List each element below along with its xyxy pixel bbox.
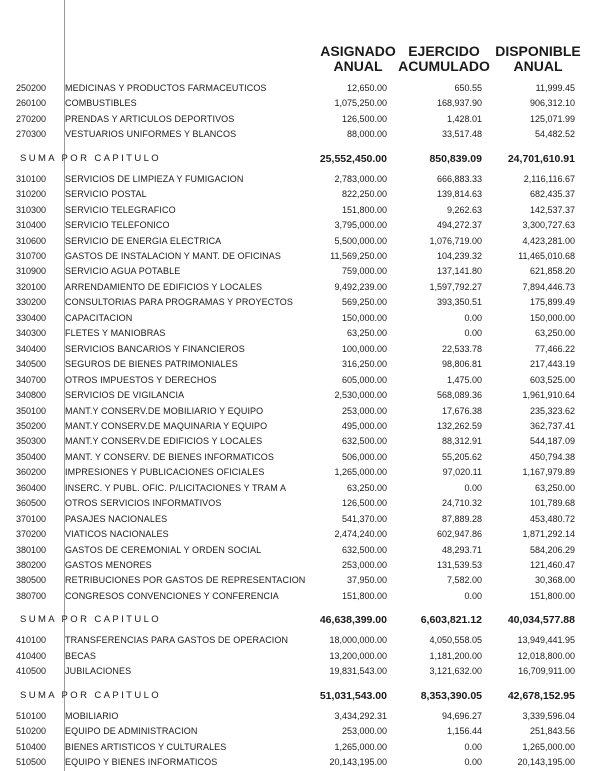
table-row bbox=[0, 404, 600, 418]
asignado-value: 9,492,239.00 bbox=[334, 282, 387, 292]
asignado-value: 25,552,450.00 bbox=[319, 153, 387, 165]
disponible-value: 20,143,195.00 bbox=[517, 757, 575, 767]
ejercido-value: 6,603,821.12 bbox=[420, 614, 482, 626]
ejercido-value: 33,517.48 bbox=[441, 129, 482, 139]
ejercido-value: 88,312.91 bbox=[441, 436, 482, 446]
asignado-value: 18,000,000.00 bbox=[329, 635, 387, 645]
ejercido-value: 1,475.00 bbox=[446, 375, 482, 385]
table-row bbox=[0, 740, 600, 754]
disponible-value: 151,800.00 bbox=[529, 591, 575, 601]
asignado-value: 1,265,000.00 bbox=[334, 467, 387, 477]
table-row bbox=[0, 388, 600, 402]
asignado-value: 2,530,000.00 bbox=[334, 390, 387, 400]
table-row bbox=[0, 481, 600, 495]
asignado-value: 253,000.00 bbox=[341, 406, 387, 416]
account-code: 410100 bbox=[16, 635, 47, 645]
account-name: FLETES Y MANIOBRAS bbox=[65, 328, 166, 338]
table-row bbox=[0, 249, 600, 263]
account-name: CONGRESOS CONVENCIONES Y CONFERENCIA bbox=[65, 591, 279, 601]
disponible-value: 142,537.37 bbox=[529, 205, 575, 215]
disponible-value: 251,843.56 bbox=[529, 726, 575, 736]
asignado-value: 1,265,000.00 bbox=[334, 742, 387, 752]
disponible-value: 453,480.72 bbox=[529, 514, 575, 524]
disponible-value: 121,460.47 bbox=[529, 560, 575, 570]
account-name: EQUIPO DE ADMINISTRACION bbox=[65, 726, 198, 736]
table-row bbox=[0, 496, 600, 510]
disponible-value: 63,250.00 bbox=[534, 483, 575, 493]
account-code: 310300 bbox=[16, 205, 47, 215]
account-code: 340500 bbox=[16, 359, 47, 369]
asignado-value: 569,250.00 bbox=[341, 297, 387, 307]
account-code: 340800 bbox=[16, 390, 47, 400]
subtotal-row bbox=[0, 152, 600, 166]
account-code: 310200 bbox=[16, 189, 47, 199]
table-row bbox=[0, 724, 600, 738]
ejercido-value: 97,020.11 bbox=[442, 467, 482, 477]
account-code: 350100 bbox=[16, 406, 47, 416]
asignado-value: 541,370.00 bbox=[341, 514, 387, 524]
account-name: INSERC. Y PUBL. OFIC. P/LICITACIONES Y TRAM A bbox=[65, 483, 287, 493]
table-row bbox=[0, 326, 600, 340]
ejercido-value: 1,156.44 bbox=[446, 726, 482, 736]
account-name: BECAS bbox=[65, 651, 97, 661]
disponible-value: 101,789.68 bbox=[529, 498, 575, 508]
disponible-value: 217,443.19 bbox=[529, 359, 575, 369]
table-row bbox=[0, 342, 600, 356]
disponible-value: 125,071.99 bbox=[529, 114, 575, 124]
account-name: TRANSFERENCIAS PARA GASTOS DE OPERACION bbox=[65, 635, 289, 645]
ejercido-value: 104,239.32 bbox=[436, 251, 482, 261]
ejercido-value: 139,814.63 bbox=[436, 189, 482, 199]
disponible-value: 906,312.10 bbox=[529, 98, 575, 108]
ejercido-value: 568,089.36 bbox=[436, 390, 482, 400]
table-row bbox=[0, 172, 600, 186]
account-name: CAPACITACION bbox=[65, 313, 133, 323]
ejercido-value: 94,696.27 bbox=[441, 711, 482, 721]
ejercido-value: 494,272.37 bbox=[436, 220, 482, 230]
account-name: BIENES ARTISTICOS Y CULTURALES bbox=[65, 742, 227, 752]
account-code: 310100 bbox=[16, 174, 47, 184]
account-code: 310600 bbox=[16, 236, 47, 246]
table-row bbox=[0, 649, 600, 663]
ejercido-value: 1,428.01 bbox=[446, 114, 482, 124]
header-line: EJERCIDO bbox=[408, 43, 480, 59]
table-row bbox=[0, 558, 600, 572]
account-code: 340300 bbox=[16, 328, 47, 338]
account-name: PRENDAS Y ARTICULOS DEPORTIVOS bbox=[65, 114, 235, 124]
disponible-value: 1,167,979.89 bbox=[522, 467, 575, 477]
ejercido-value: 0.00 bbox=[464, 742, 482, 752]
asignado-value: 150,000.00 bbox=[341, 313, 387, 323]
ejercido-value: 666,883.33 bbox=[436, 174, 482, 184]
account-name: SERVICIO POSTAL bbox=[65, 189, 147, 199]
account-code: 380200 bbox=[16, 560, 47, 570]
asignado-value: 37,950.00 bbox=[346, 575, 387, 585]
table-row bbox=[0, 295, 600, 309]
disponible-value: 450,794.38 bbox=[529, 452, 575, 462]
account-code: 350300 bbox=[16, 436, 47, 446]
asignado-value: 2,474,240.00 bbox=[334, 529, 387, 539]
table-row bbox=[0, 573, 600, 587]
disponible-value: 4,423,281.00 bbox=[522, 236, 575, 246]
account-name: IMPRESIONES Y PUBLICACIONES OFICIALES bbox=[65, 467, 265, 477]
disponible-value: 63,250.00 bbox=[534, 328, 575, 338]
account-name: SEGUROS DE BIENES PATRIMONIALES bbox=[65, 359, 238, 369]
disponible-value: 1,871,292.14 bbox=[522, 529, 575, 539]
table-row bbox=[0, 187, 600, 201]
disponible-value: 40,034,577.88 bbox=[507, 614, 575, 626]
ejercido-value: 55,205.62 bbox=[441, 452, 482, 462]
asignado-value: 2,783,000.00 bbox=[334, 174, 387, 184]
table-row bbox=[0, 419, 600, 433]
account-name: GASTOS MENORES bbox=[65, 560, 152, 570]
account-name: SERVICIOS DE LIMPIEZA Y FUMIGACION bbox=[65, 174, 244, 184]
ejercido-value: 48,293.71 bbox=[441, 545, 482, 555]
disponible-value: 362,737.41 bbox=[529, 421, 575, 431]
ejercido-value: 132,262.59 bbox=[436, 421, 482, 431]
account-code: 320100 bbox=[16, 282, 47, 292]
ejercido-value: 393,350.51 bbox=[436, 297, 482, 307]
disponible-value: 11,999.45 bbox=[535, 83, 575, 93]
ejercido-value: 0.00 bbox=[464, 313, 482, 323]
account-code: 510500 bbox=[16, 757, 47, 767]
account-code: 380500 bbox=[16, 575, 47, 585]
account-name: MOBILIARIO bbox=[65, 711, 119, 721]
asignado-value: 822,250.00 bbox=[341, 189, 387, 199]
account-code: 250200 bbox=[16, 83, 47, 93]
table-row bbox=[0, 234, 600, 248]
ejercido-value: 17,676.38 bbox=[441, 406, 482, 416]
disponible-value: 1,265,000.00 bbox=[522, 742, 575, 752]
disponible-value: 11,465,010.68 bbox=[518, 251, 575, 261]
account-name: JUBILACIONES bbox=[65, 666, 132, 676]
account-name: GASTOS DE CEREMONIAL Y ORDEN SOCIAL bbox=[65, 545, 262, 555]
ejercido-value: 87,889.28 bbox=[441, 514, 482, 524]
table-row bbox=[0, 664, 600, 678]
table-row bbox=[0, 755, 600, 769]
account-code: 380700 bbox=[16, 591, 47, 601]
account-name: MEDICINAS Y PRODUCTOS FARMACEUTICOS bbox=[65, 83, 267, 93]
header-line: ACUMULADO bbox=[398, 58, 490, 74]
disponible-value: 682,435.37 bbox=[529, 189, 575, 199]
asignado-value: 100,000.00 bbox=[341, 344, 387, 354]
subtotal-label: SUMA POR CAPITULO bbox=[20, 153, 162, 164]
asignado-value: 253,000.00 bbox=[341, 726, 387, 736]
ejercido-value: 131,539.53 bbox=[436, 560, 482, 570]
asignado-value: 506,000.00 bbox=[341, 452, 387, 462]
asignado-value: 88,000.00 bbox=[346, 129, 387, 139]
account-name: MANT.Y CONSERV.DE MAQUINARIA Y EQUIPO bbox=[65, 421, 268, 431]
account-code: 350400 bbox=[16, 452, 47, 462]
asignado-value: 20,143,195.00 bbox=[329, 757, 387, 767]
account-name: SERVICIO TELEFONICO bbox=[65, 220, 170, 230]
disponible-value: 3,300,727.63 bbox=[522, 220, 575, 230]
asignado-value: 3,434,292.31 bbox=[334, 711, 387, 721]
account-code: 270300 bbox=[16, 129, 47, 139]
ejercido-value: 0.00 bbox=[464, 757, 482, 767]
table-row bbox=[0, 543, 600, 557]
account-name: RETRIBUCIONES POR GASTOS DE REPRESENTACION bbox=[65, 575, 306, 585]
ejercido-value: 850,839.09 bbox=[429, 153, 482, 165]
asignado-value: 11,569,250.00 bbox=[330, 251, 387, 261]
account-name: SERVICIO DE ENERGIA ELECTRICA bbox=[65, 236, 222, 246]
table-row bbox=[0, 373, 600, 387]
ejercido-value: 98,806.81 bbox=[441, 359, 482, 369]
account-code: 260100 bbox=[16, 98, 47, 108]
account-name: MANT.Y CONSERV.DE EDIFICIOS Y LOCALES bbox=[65, 436, 263, 446]
disponible-value: 3,339,596.04 bbox=[522, 711, 575, 721]
disponible-value: 7,894,446.73 bbox=[522, 282, 575, 292]
account-code: 360200 bbox=[16, 467, 47, 477]
asignado-value: 3,795,000.00 bbox=[334, 220, 387, 230]
asignado-value: 632,500.00 bbox=[341, 436, 387, 446]
account-code: 310700 bbox=[16, 251, 47, 261]
account-code: 330200 bbox=[16, 297, 47, 307]
asignado-value: 13,200,000.00 bbox=[329, 651, 387, 661]
disponible-value: 2,116,116.67 bbox=[523, 174, 575, 184]
ejercido-value: 1,181,200.00 bbox=[429, 651, 482, 661]
ejercido-value: 4,050,558.05 bbox=[429, 635, 482, 645]
account-name: VIATICOS NACIONALES bbox=[65, 529, 169, 539]
asignado-value: 151,800.00 bbox=[341, 205, 387, 215]
account-code: 270200 bbox=[16, 114, 47, 124]
table-row bbox=[0, 633, 600, 647]
disponible-value: 150,000.00 bbox=[529, 313, 575, 323]
account-name: OTROS SERVICIOS INFORMATIVOS bbox=[65, 498, 222, 508]
disponible-value: 584,206.29 bbox=[529, 545, 575, 555]
ejercido-value: 1,076,719.00 bbox=[429, 236, 482, 246]
table-row bbox=[0, 264, 600, 278]
disponible-value: 13,949,441.95 bbox=[517, 635, 575, 645]
asignado-value: 632,500.00 bbox=[341, 545, 387, 555]
ejercido-value: 0.00 bbox=[464, 483, 482, 493]
account-name: EQUIPO Y BIENES INFORMATICOS bbox=[65, 757, 218, 767]
account-name: GASTOS DE INSTALACION Y MANT. DE OFICINAS bbox=[65, 251, 281, 261]
account-code: 510400 bbox=[16, 742, 47, 752]
header-line: ANUAL bbox=[333, 58, 383, 74]
account-name: MANT. Y CONSERV. DE BIENES INFORMATICOS bbox=[65, 452, 274, 462]
disponible-value: 42,678,152.95 bbox=[507, 690, 575, 702]
asignado-value: 126,500.00 bbox=[341, 114, 387, 124]
account-name: SERVICIOS BANCARIOS Y FINANCIEROS bbox=[65, 344, 245, 354]
asignado-value: 46,638,399.00 bbox=[319, 614, 387, 626]
asignado-value: 126,500.00 bbox=[341, 498, 387, 508]
account-name: OTROS IMPUESTOS Y DERECHOS bbox=[65, 375, 217, 385]
account-code: 330400 bbox=[16, 313, 47, 323]
asignado-value: 495,000.00 bbox=[341, 421, 387, 431]
disponible-value: 54,482.52 bbox=[534, 129, 575, 139]
account-code: 310900 bbox=[16, 266, 47, 276]
table-row bbox=[0, 450, 600, 464]
asignado-value: 63,250.00 bbox=[346, 328, 387, 338]
disponible-value: 24,701,610.91 bbox=[507, 153, 575, 165]
disponible-value: 603,525.00 bbox=[529, 375, 575, 385]
ejercido-value: 137,141.80 bbox=[436, 266, 482, 276]
asignado-value: 51,031,543.00 bbox=[319, 690, 387, 702]
asignado-value: 5,500,000.00 bbox=[334, 236, 387, 246]
account-code: 370200 bbox=[16, 529, 47, 539]
ejercido-value: 650.55 bbox=[454, 83, 482, 93]
ejercido-value: 168,937.90 bbox=[436, 98, 482, 108]
table-row bbox=[0, 709, 600, 723]
header-line: DISPONIBLE bbox=[495, 43, 581, 59]
disponible-value: 175,899.49 bbox=[529, 297, 575, 307]
ejercido-value: 7,582.00 bbox=[446, 575, 482, 585]
disponible-value: 16,709,911.00 bbox=[518, 666, 575, 676]
disponible-value: 544,187.09 bbox=[529, 436, 575, 446]
account-code: 350200 bbox=[16, 421, 47, 431]
asignado-value: 1,075,250.00 bbox=[334, 98, 387, 108]
asignado-value: 316,250.00 bbox=[341, 359, 387, 369]
column-header-disponible bbox=[480, 44, 596, 74]
ejercido-value: 22,533.78 bbox=[441, 344, 482, 354]
table-row bbox=[0, 311, 600, 325]
table-row bbox=[0, 357, 600, 371]
ejercido-value: 9,262.63 bbox=[446, 205, 482, 215]
account-code: 360500 bbox=[16, 498, 47, 508]
asignado-value: 63,250.00 bbox=[346, 483, 387, 493]
asignado-value: 605,000.00 bbox=[341, 375, 387, 385]
table-row bbox=[0, 465, 600, 479]
disponible-value: 77,466.22 bbox=[534, 344, 575, 354]
account-name: COMBUSTIBLES bbox=[65, 98, 137, 108]
account-code: 360400 bbox=[16, 483, 47, 493]
account-name: CONSULTORIAS PARA PROGRAMAS Y PROYECTOS bbox=[65, 297, 293, 307]
subtotal-row bbox=[0, 613, 600, 627]
account-code: 310400 bbox=[16, 220, 47, 230]
header-line: ASIGNADO bbox=[320, 43, 396, 59]
disponible-value: 235,323.62 bbox=[529, 406, 575, 416]
account-name: PASAJES NACIONALES bbox=[65, 514, 168, 524]
disponible-value: 12,018,800.00 bbox=[517, 651, 575, 661]
account-code: 380100 bbox=[16, 545, 47, 555]
account-name: SERVICIO TELEGRAFICO bbox=[65, 205, 176, 215]
ejercido-value: 0.00 bbox=[464, 591, 482, 601]
asignado-value: 19,831,543.00 bbox=[329, 666, 387, 676]
disponible-value: 1,961,910.64 bbox=[522, 390, 575, 400]
table-row bbox=[0, 81, 600, 95]
disponible-value: 621,858.20 bbox=[529, 266, 575, 276]
account-code: 370100 bbox=[16, 514, 47, 524]
table-row bbox=[0, 127, 600, 141]
table-row bbox=[0, 203, 600, 217]
asignado-value: 759,000.00 bbox=[341, 266, 387, 276]
account-code: 410500 bbox=[16, 666, 47, 676]
subtotal-label: SUMA POR CAPITULO bbox=[20, 614, 162, 625]
disponible-value: 30,368.00 bbox=[534, 575, 575, 585]
account-code: 510200 bbox=[16, 726, 47, 736]
ejercido-value: 3,121,632.00 bbox=[429, 666, 482, 676]
table-row bbox=[0, 512, 600, 526]
asignado-value: 151,800.00 bbox=[341, 591, 387, 601]
ejercido-value: 1,597,792.27 bbox=[429, 282, 482, 292]
account-name: VESTUARIOS UNIFORMES Y BLANCOS bbox=[65, 129, 237, 139]
header-line: ANUAL bbox=[513, 58, 563, 74]
account-code: 510100 bbox=[16, 711, 47, 721]
table-row bbox=[0, 96, 600, 110]
account-code: 340400 bbox=[16, 344, 47, 354]
table-row bbox=[0, 527, 600, 541]
table-row bbox=[0, 218, 600, 232]
ejercido-value: 602,947.86 bbox=[436, 529, 482, 539]
ejercido-value: 8,353,390.05 bbox=[420, 690, 482, 702]
table-row bbox=[0, 280, 600, 294]
subtotal-label: SUMA POR CAPITULO bbox=[20, 690, 162, 701]
account-name: SERVICIO AGUA POTABLE bbox=[65, 266, 181, 276]
asignado-value: 253,000.00 bbox=[341, 560, 387, 570]
account-code: 410400 bbox=[16, 651, 47, 661]
ejercido-value: 24,710.32 bbox=[441, 498, 482, 508]
table-row bbox=[0, 589, 600, 603]
subtotal-row bbox=[0, 689, 600, 703]
account-code: 340700 bbox=[16, 375, 47, 385]
account-name: SERVICIOS DE VIGILANCIA bbox=[65, 390, 185, 400]
account-name: ARRENDAMIENTO DE EDIFICIOS Y LOCALES bbox=[65, 282, 263, 292]
account-name: MANT.Y CONSERV.DE MOBILIARIO Y EQUIPO bbox=[65, 406, 264, 416]
table-row bbox=[0, 112, 600, 126]
table-row bbox=[0, 434, 600, 448]
asignado-value: 12,650.00 bbox=[346, 83, 387, 93]
ejercido-value: 0.00 bbox=[464, 328, 482, 338]
